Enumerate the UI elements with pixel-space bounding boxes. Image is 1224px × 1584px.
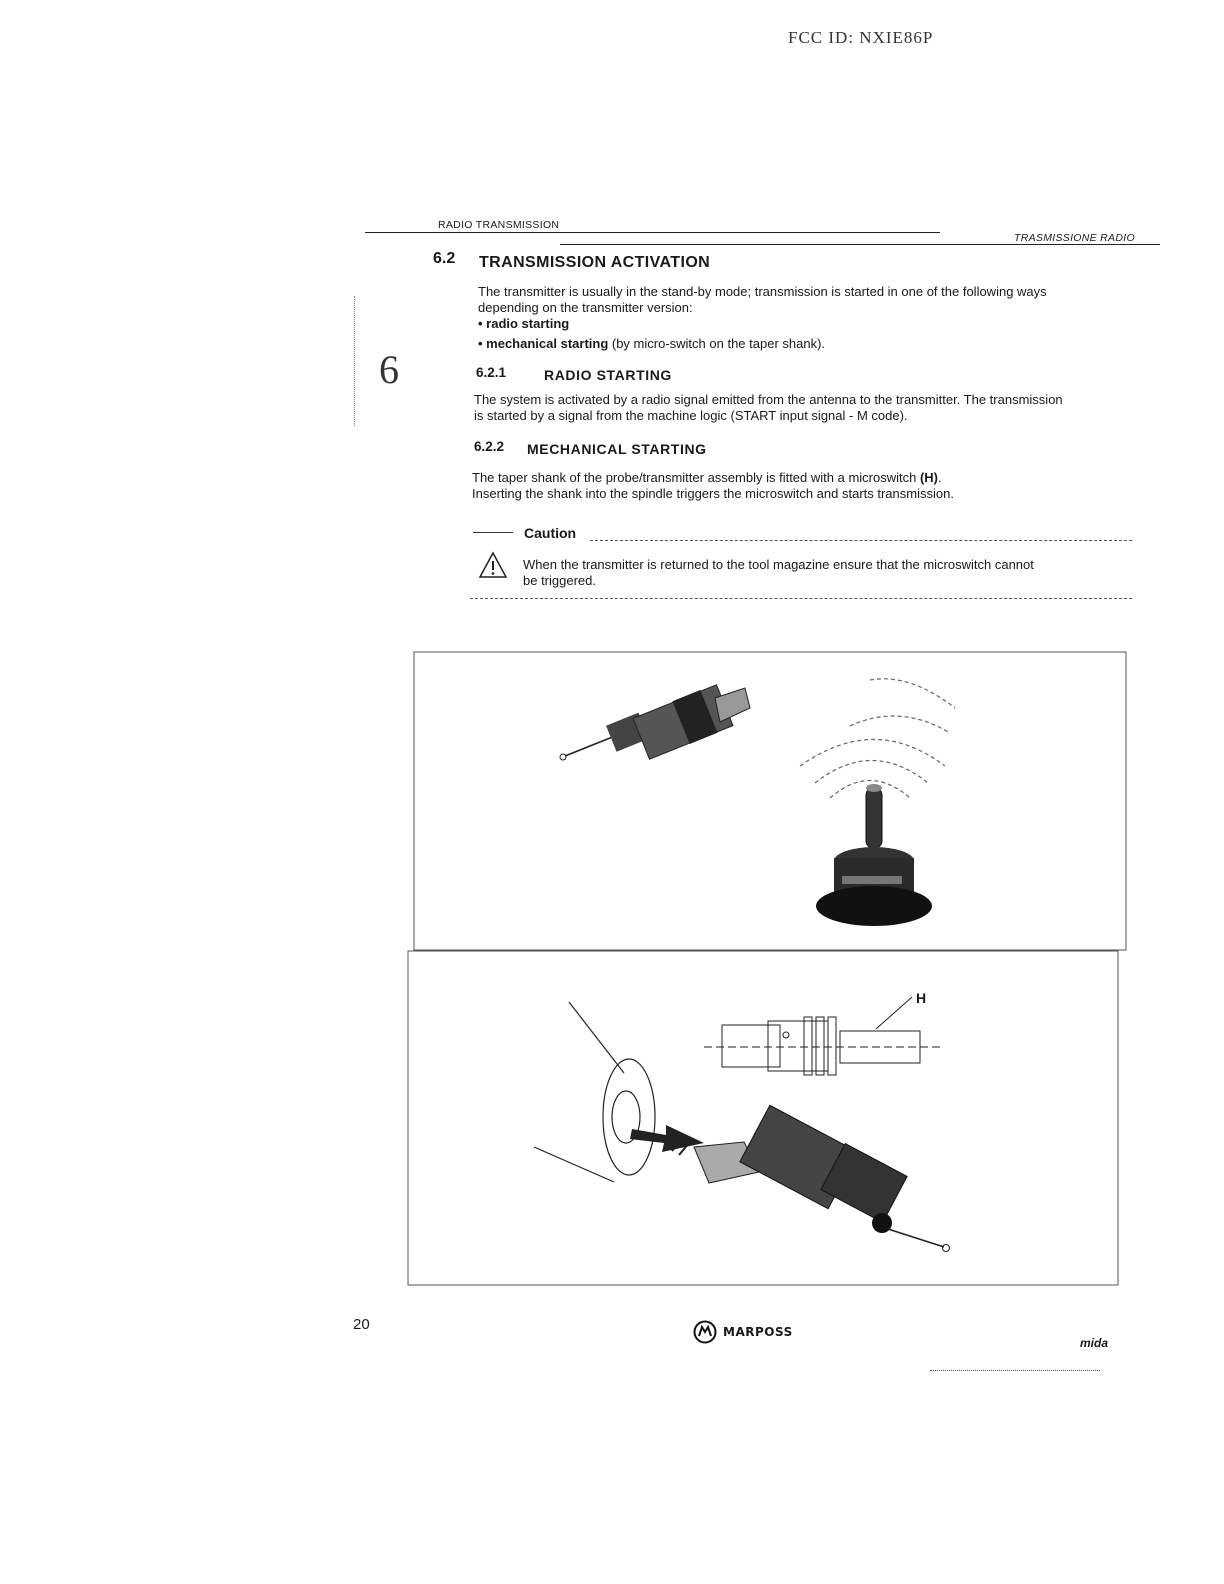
sub2-body <box>472 470 1162 502</box>
intro-line-2: depending on the transmitter version: <box>478 300 693 315</box>
header-rule-right <box>560 244 1160 245</box>
sub1-number: 6.2.1 <box>476 365 507 380</box>
sub1-line-2: is started by a signal from the machine logic (START input signal - M code). <box>474 408 908 423</box>
brand-logo <box>693 1320 793 1344</box>
intro-line-1: The transmitter is usually in the stand-by mode; transmission is started in one of the following ways <box>478 284 1047 299</box>
shank-section-drawing <box>704 997 944 1075</box>
caution-rule-left <box>473 532 513 533</box>
product-name: mida <box>1080 1336 1109 1350</box>
sub2-line-1-post: . <box>938 470 942 485</box>
mechanical-starting-figure <box>404 947 1122 1289</box>
caution-line-1: When the transmitter is returned to the tool magazine ensure that the microswitch cannot <box>523 557 1034 572</box>
page-number: 20 <box>353 1316 370 1333</box>
bullet-radio-starting: • radio starting <box>478 316 570 331</box>
sub1-body <box>474 392 1164 424</box>
caution-rule-right <box>590 540 1132 541</box>
bullet-mechanical-bold: • mechanical starting <box>478 336 609 351</box>
sub1-title: RADIO STARTING <box>544 367 672 383</box>
radio-wave-arcs <box>800 679 955 798</box>
figure-label-h: H <box>916 990 927 1006</box>
caution-line-2: be triggered. <box>523 573 596 588</box>
caution-title: Caution <box>524 525 577 541</box>
header-right: TRASMISSIONE RADIO <box>1014 232 1135 244</box>
spindle-cylinder-drawing <box>534 1002 655 1182</box>
probe-assembly-drawing <box>694 1105 950 1251</box>
header-rule-left <box>365 232 940 233</box>
caution-body <box>523 557 1133 589</box>
marposs-logo-icon <box>693 1320 717 1344</box>
section-number: 6.2 <box>433 250 456 267</box>
sub2-title: MECHANICAL STARTING <box>527 441 707 457</box>
sub1-line-1: The system is activated by a radio signal emitted from the antenna to the transmitter. The transmission <box>474 392 1063 407</box>
warning-triangle-icon <box>478 551 508 579</box>
bullet-mechanical-starting <box>478 336 1158 352</box>
sub2-line-1 <box>472 470 1162 486</box>
margin-rule <box>354 296 355 426</box>
receiver-antenna-drawing <box>816 784 932 926</box>
sub2-line-2: Inserting the shank into the spindle triggers the microswitch and starts transmission. <box>472 486 954 501</box>
footer-scan-dots <box>930 1370 1100 1371</box>
header-left: RADIO TRANSMISSION <box>438 219 560 231</box>
section-intro <box>478 284 1158 352</box>
insert-arrow-drawing <box>630 1125 704 1155</box>
fcc-id: FCC ID: NXIE86P <box>788 28 934 47</box>
caution-rule-bottom <box>470 598 1132 599</box>
probe-transmitter-drawing <box>560 685 750 760</box>
sub2-line-1-bold: (H) <box>919 470 939 485</box>
sub2-number: 6.2.2 <box>474 439 505 454</box>
sub2-line-1-pre: The taper shank of the probe/transmitter assembly is fitted with a microswitch <box>472 470 920 485</box>
brand-name: MARPOSS <box>723 1325 793 1339</box>
section-title: TRANSMISSION ACTIVATION <box>479 254 711 271</box>
bullet-mechanical-rest: (by micro-switch on the taper shank). <box>608 336 826 351</box>
chapter-marker: 6 <box>379 347 399 392</box>
radio-starting-figure <box>410 648 1132 954</box>
